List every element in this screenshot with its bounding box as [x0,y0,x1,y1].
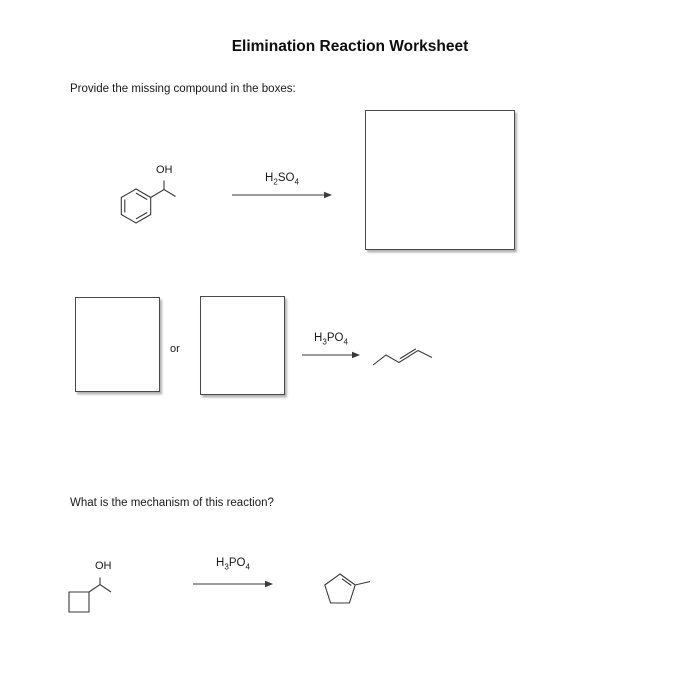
cyclobutane-ring [69,592,89,612]
reaction-arrow-3 [193,579,273,589]
formula-subscript: 2 [273,177,278,187]
formula-subscript: 3 [322,337,327,347]
formula-part: H [314,332,323,344]
hydroxyl-label-reactant1: OH [156,164,173,176]
pentene-structure [370,344,450,370]
answer-box-2b [200,296,285,395]
formula-part: SO [277,172,295,184]
reaction-arrow-2 [302,350,360,360]
double-bond [342,579,351,586]
formula-subscript: 4 [343,337,348,347]
worksheet-title: Elimination Reaction Worksheet [231,38,469,55]
formula-subscript: 4 [294,177,299,187]
ethanol-side-chain-bond [89,585,111,593]
formula-part: H [265,172,274,184]
phenylethanol-structure [108,158,198,230]
ethanol-side-chain-bond [151,190,176,198]
hydroxyl-label-reactant3: OH [95,560,112,572]
reaction-arrow-1 [232,190,332,200]
formula-subscript: 4 [245,562,250,572]
or-label: or [170,343,180,355]
methyl-bond [355,582,370,586]
instruction-text: Provide the missing compound in the boxes: [70,83,296,95]
h3po4-reagent-label-1 [302,332,360,346]
h2so4-reagent-label [232,172,332,186]
formula-subscript: 3 [224,562,229,572]
question-text: What is the mechanism of this reaction? [70,497,274,509]
formula-part: PO [228,557,246,569]
answer-box-2a [75,297,160,392]
cyclobutyl-ethanol-structure [64,570,129,618]
methylcyclopentene-structure [316,565,376,610]
answer-box-1 [365,110,515,250]
formula-part: PO [326,332,344,344]
cyclopentene-ring [325,574,355,603]
benzene-ring [121,189,150,223]
h3po4-reagent-label-2 [193,557,273,571]
formula-part: H [216,557,225,569]
